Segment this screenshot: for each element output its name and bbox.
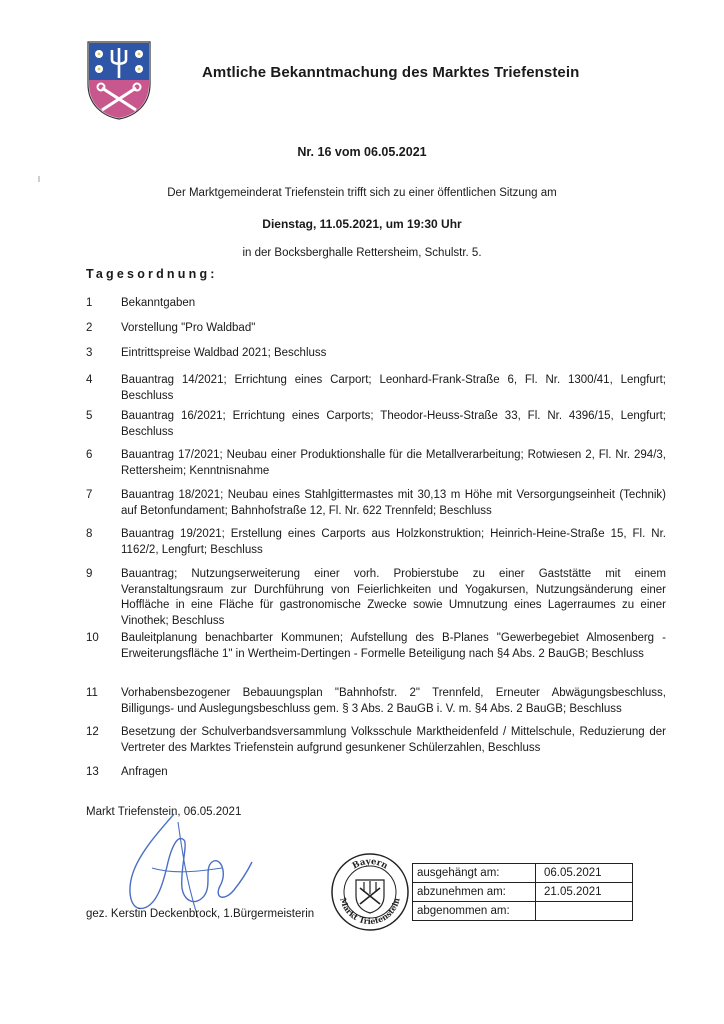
intro-text: Der Marktgemeinderat Triefenstein trifft sich zu einer öffentlichen Sitzung am	[167, 187, 557, 199]
seal-top-text: Bayern	[350, 856, 390, 872]
agenda-item	[86, 686, 666, 717]
agenda-item	[86, 631, 666, 662]
agenda-item-number: 13	[86, 766, 99, 778]
agenda-item-number: 12	[86, 726, 99, 738]
table-row	[413, 883, 633, 902]
agenda-item-number: 7	[86, 489, 93, 501]
posting-record-table	[412, 863, 633, 921]
agenda-item-text: Besetzung der Schulverbandsversammlung Volksschule Marktheidenfeld / Mittelschule, Reduzierung der Vertreter des Marktes Triefenstein aufgrund gesunkener Schülerzahlen, Beschluss	[121, 726, 666, 754]
agenda-item-text: Bauleitplanung benachbarter Kommunen; Aufstellung des B-Planes "Gewerbegebiet Almosenberg - Erweiterungsfläche 1" in Wertheim-Dertingen - Formelle Beteiligung nach §4 Abs. 2 BauGB; Beschluss	[121, 632, 666, 660]
agenda-item	[86, 321, 666, 337]
agenda-item-text: Bauantrag 19/2021; Erstellung eines Carports aus Holzkonstruktion; Heinrich-Heine-Straße 15, Fl. Nr. 1162/2, Lengfurt; Beschluss	[121, 528, 666, 556]
agenda-item-text: Bekanntgaben	[121, 297, 196, 309]
table-value: 21.05.2021	[536, 883, 633, 902]
agenda-item-text: Eintrittspreise Waldbad 2021; Beschluss	[121, 347, 327, 359]
agenda-item-text: Bauantrag 18/2021; Neubau eines Stahlgittermastes mit 30,13 m Höhe mit Versorgungseinheit (Technik) auf Betonfundament; Bahnhofstraße 12, Fl. Nr. 622 Trennfeld; Beschluss	[121, 489, 666, 517]
agenda-item-text: Bauantrag 17/2021; Neubau einer Produktionshalle für die Metallverarbeitung; Rotwiesen 2, Fl. Nr. 294/3, Rettersheim; Kenntnisnahme	[121, 449, 666, 477]
agenda-item	[86, 448, 666, 479]
agenda-item-number: 6	[86, 449, 93, 461]
agenda-item-number: 2	[86, 322, 93, 334]
agenda-item-number: 9	[86, 568, 93, 580]
agenda-item	[86, 527, 666, 558]
agenda-item-number: 4	[86, 374, 93, 386]
table-value	[536, 902, 633, 921]
agenda-item	[86, 567, 666, 629]
meeting-venue: in der Bocksberghalle Rettersheim, Schulstr. 5.	[242, 247, 482, 259]
signatory-name: gez. Kerstin Deckenbrock, 1.Bürgermeisterin	[86, 908, 315, 920]
svg-text:Bayern	[351, 857, 389, 872]
table-label: abzunehmen am:	[413, 883, 536, 902]
table-row	[413, 902, 633, 921]
official-seal-stamp	[330, 852, 410, 932]
scan-mark	[38, 176, 40, 182]
agenda-item	[86, 346, 666, 362]
agenda-item-text: Bauantrag 14/2021; Errichtung eines Carport; Leonhard-Frank-Straße 6, Fl. Nr. 1300/41, Lengfurt; Beschluss	[121, 374, 666, 402]
table-label: abgenommen am:	[413, 902, 536, 921]
page-title: Amtliche Bekanntmachung des Marktes Triefenstein	[202, 64, 580, 81]
svg-text:Markt Triefenstein	[338, 896, 402, 926]
agenda-item	[86, 373, 666, 404]
signature-place-date: Markt Triefenstein, 06.05.2021	[86, 806, 242, 818]
agenda-item-text: Vorhabensbezogener Bebauungsplan "Bahnhofstr. 2" Trennfeld, Erneuter Abwägungsbeschluss, Billigungs- und Auslegungsbeschluss gem. § 3 Abs. 2 BauGB i. V. m. §4 Abs. 2 BauGB; Beschluss	[121, 687, 666, 715]
agenda-item-number: 5	[86, 410, 93, 422]
agenda-item	[86, 725, 666, 756]
agenda-item-number: 3	[86, 347, 93, 359]
table-row	[413, 864, 633, 883]
agenda-item-number: 11	[86, 687, 98, 699]
table-value: 06.05.2021	[536, 864, 633, 883]
agenda-item	[86, 765, 666, 781]
agenda-item-text: Bauantrag; Nutzungserweiterung einer vorh. Probierstube zu einer Gaststätte mit einem Veranstaltungsraum zur Durchführung von Feierlichkeiten und Yogakursen, Nutzungsänderung einer Hoffläche in eine Fläche für gastronomische Zwecke sowie Umnutzung eines Lagerraumes zu einer Vinothek; Beschluss	[121, 568, 666, 627]
notice-number: Nr. 16 vom 06.05.2021	[297, 145, 427, 159]
agenda-heading: Tagesordnung:	[86, 267, 218, 281]
meeting-date: Dienstag, 11.05.2021, um 19:30 Uhr	[262, 217, 462, 231]
seal-bottom-text: Markt Triefenstein	[338, 896, 402, 927]
agenda-item-text: Anfragen	[121, 766, 168, 778]
agenda-item-number: 10	[86, 632, 99, 644]
table-label: ausgehängt am:	[413, 864, 536, 883]
agenda-item	[86, 409, 666, 440]
municipal-crest-logo	[86, 40, 152, 120]
agenda-item	[86, 296, 666, 312]
agenda-item-text: Vorstellung "Pro Waldbad"	[121, 322, 256, 334]
agenda-item	[86, 488, 666, 519]
agenda-item-number: 8	[86, 528, 93, 540]
agenda-item-text: Bauantrag 16/2021; Errichtung eines Carports; Theodor-Heuss-Straße 33, Fl. Nr. 4396/15, Lengfurt; Beschluss	[121, 410, 666, 438]
agenda-item-number: 1	[86, 297, 93, 309]
